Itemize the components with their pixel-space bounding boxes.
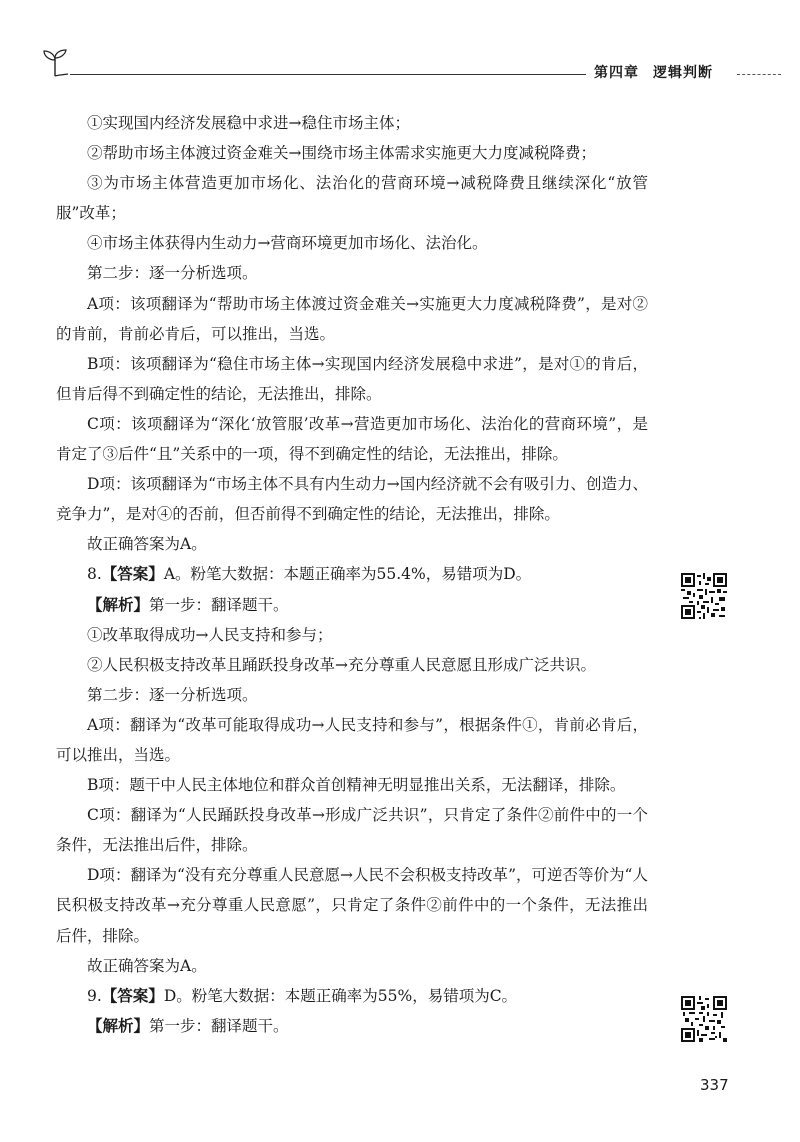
sprout-icon	[40, 48, 70, 78]
answer-tag: 【答案】	[101, 985, 164, 1005]
paragraph: 故正确答案为A。	[87, 956, 207, 975]
analysis-text: 第一步：翻译题干。	[149, 595, 289, 614]
paragraph: C项：翻译为“人民踊跃投身改革→形成广泛共识”，只肯定了条件②前件中的一个条件，无法推出后件，排除。	[56, 806, 648, 855]
paragraph: ①改革取得成功→人民支持和参与；	[87, 625, 333, 644]
chapter-label: 第四章	[594, 65, 639, 81]
analysis-tag: 【解析】	[87, 594, 150, 614]
paragraph: B项：题干中人民主体地位和群众首创精神无明显推出关系，无法翻译，排除。	[87, 776, 626, 795]
paragraph: D项：该项翻译为“市场主体不具有内生动力→国内经济就不会有吸引力、创造力、竞争力”，是对④的否前，但否前得不到确定性的结论，无法推出，排除。	[56, 475, 648, 524]
page-body	[56, 108, 648, 1041]
analysis-line	[56, 590, 648, 620]
answer-tag: 【答案】	[101, 564, 164, 584]
page-number: 337	[700, 1076, 729, 1094]
analysis-text: 第一步：翻译题干。	[149, 1016, 289, 1035]
page-header	[0, 0, 800, 100]
paragraph: A项：翻译为“改革可能取得成功→人民支持和参与”，根据条件①，肯前必肯后，可以推出，当选。	[56, 715, 648, 764]
analysis-tag: 【解析】	[87, 1015, 150, 1035]
paragraph: 第二步：逐一分析选项。	[87, 264, 258, 283]
paragraph: 第二步：逐一分析选项。	[87, 685, 258, 704]
answer-text: A。粉笔大数据：本题正确率为55.4%，易错项为D。	[163, 565, 532, 584]
paragraph: ②帮助市场主体渡过资金难关→围绕市场主体需求实施更大力度减税降费；	[87, 144, 596, 163]
paragraph: A项：该项翻译为“帮助市场主体渡过资金难关→实施更大力度减税降费”，是对②的肯前，肯前必肯后，可以推出，当选。	[56, 294, 648, 343]
question-number: 9.	[87, 986, 102, 1005]
header-rule-dashed	[737, 74, 781, 75]
paragraph: ③为市场主体营造更加市场化、法治化的营商环境→减税降费且继续深化“放管服”改革；	[56, 174, 648, 223]
paragraph: C项：该项翻译为“深化‘放管服’改革→营造更加市场化、法治化的营商环境”，是肯定了③后件“且”关系中的一项，得不到确定性的结论，无法推出，排除。	[56, 414, 648, 464]
section-label: 逻辑判断	[653, 65, 713, 81]
paragraph: ①实现国内经济发展稳中求进→稳住市场主体；	[87, 114, 410, 132]
paragraph: ②人民积极支持改革且踊跃投身改革→充分尊重人民意愿且形成广泛共识。	[87, 655, 596, 674]
question-number: 8.	[87, 565, 102, 584]
paragraph: D项：翻译为“没有充分尊重人民意愿→人民不会积极支持改革”，可逆否等价为“人民积极支持改革→充分尊重人民意愿”，只肯定了条件②前件中的一个条件，无法推出后件，排除。	[56, 866, 648, 945]
chapter-title	[594, 62, 713, 82]
answer-text: D。粉笔大数据：本题正确率为55%，易错项为C。	[163, 986, 518, 1005]
qr-code-icon[interactable]	[681, 573, 727, 619]
paragraph: ④市场主体获得内生动力→营商环境更加市场化、法治化。	[87, 234, 488, 253]
paragraph: B项：该项翻译为“稳住市场主体→实现国内经济发展稳中求进”，是对①的肯后，但肯后得不到确定性的结论，无法推出，排除。	[56, 354, 648, 403]
paragraph: 故正确答案为A。	[87, 535, 207, 554]
qr-code-icon[interactable]	[681, 996, 727, 1042]
analysis-line	[56, 1011, 648, 1041]
answer-line	[56, 559, 648, 589]
answer-line	[56, 981, 648, 1011]
header-rule	[70, 74, 586, 75]
